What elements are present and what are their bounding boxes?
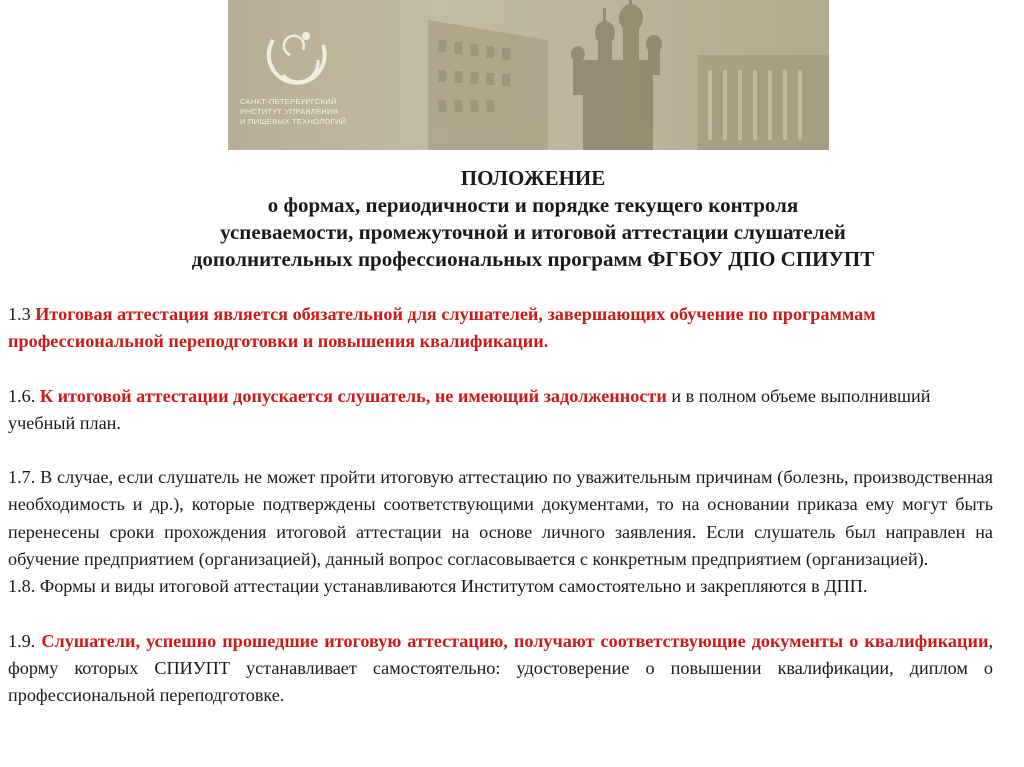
highlighted-text: Слушатели, успешно прошедшие итоговую аттестацию, получают соответствующие документы о квалификации [41,630,989,651]
paragraph-1-9 [8,628,993,710]
document-title [100,165,966,273]
paragraph-number: 1.3 [8,304,36,324]
paragraph-text: и в полном объеме выполнивший учебный план. [8,385,931,433]
paragraph-1-7: 1.7. В случае, если слушатель не может пройти итоговую аттестацию по уважительным причинам (болезнь, производственная необходимость и др.), которые подтверждены соответствующими документами, то на основании приказа ему могут быть перенесены сроки прохождения итоговой аттестации на основе личного заявления. Если слушатель был направлен на обучение предприятием (организацией), данный вопрос согласовывается с конкретным предприятием (организацией). [8,467,993,570]
document-body [8,301,993,710]
logo-line-1: САНКТ-ПЕТЕРБУРГСКИЙ [240,97,337,106]
header-banner [228,0,829,150]
institute-name [240,97,380,127]
logo-line-3: И ПИЩЕВЫХ ТЕХНОЛОГИЙ [240,117,347,126]
paragraph-number: 1.6. [8,385,40,406]
paragraph-number: 1.9. [8,630,42,651]
logo-line-2: ИНСТИТУТ УПРАВЛЕНИЯ [240,107,339,116]
cityscape-illustration [228,0,829,150]
highlighted-text: Итоговая аттестация является обязательной для слушателей, завершающих обучение по программам профессиональной переподготовки и повышения квалификации. [8,304,876,352]
highlighted-text: К итоговой аттестации допускается слушатель, не имеющий задолженности [39,385,667,406]
institute-logo-icon [269,32,325,83]
paragraph-1-3 [8,301,993,356]
title-line-3: успеваемости, промежуточной и итоговой аттестации слушателей [220,220,846,244]
paragraph-1-6 [8,383,993,438]
title-line-2: о формах, периодичности и порядке текущего контроля [267,193,799,217]
paragraph-1-8: 1.8. Формы и виды итоговой аттестации устанавливаются Институтом самостоятельно и закрепляются в ДПП. [8,576,868,597]
title-line-1: ПОЛОЖЕНИЕ [460,166,606,190]
title-line-4: дополнительных профессиональных программ ФГБОУ ДПО СПИУПТ [191,247,875,271]
paragraph-text: , форму которых СПИУПТ устанавливает самостоятельно: удостоверение о повышении квалификации, диплом о профессиональной переподготовке. [8,630,993,706]
